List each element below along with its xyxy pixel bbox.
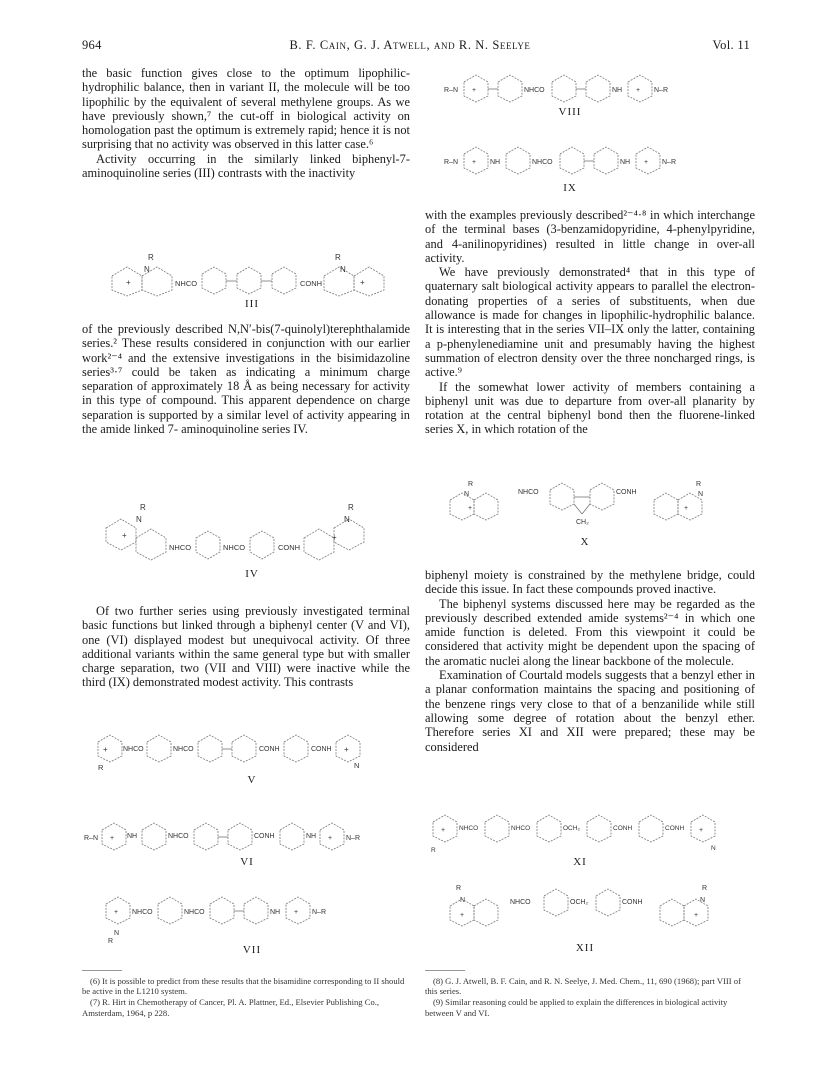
svg-text:CONH: CONH: [300, 279, 323, 288]
svg-text:+: +: [468, 505, 473, 512]
footnotes-left: [82, 976, 410, 1019]
structure-III: [92, 250, 412, 312]
svg-text:+: +: [360, 278, 365, 287]
svg-text:NH: NH: [306, 833, 317, 840]
svg-text:NHCO: NHCO: [524, 87, 545, 94]
svg-text:+: +: [699, 827, 704, 834]
structure-X: [440, 476, 750, 564]
left-text-block-1: [82, 66, 410, 180]
structure-IX: [430, 138, 760, 200]
structure-V: [92, 724, 412, 788]
svg-text:CONH: CONH: [622, 899, 643, 906]
svg-text:NHCO: NHCO: [459, 825, 479, 832]
svg-text:+: +: [103, 745, 108, 754]
svg-text:NHCO: NHCO: [510, 899, 531, 906]
svg-text:NHCO: NHCO: [175, 279, 198, 288]
svg-text:NHCO: NHCO: [518, 489, 539, 496]
svg-text:R: R: [148, 253, 154, 262]
svg-text:NH: NH: [620, 159, 631, 166]
svg-text:CONH: CONH: [254, 833, 275, 840]
svg-text:NHCO: NHCO: [123, 746, 144, 753]
paragraph: of the previously described N,N′-bis(7-quinolyl)terephthalamide series.² These results considered in conjunction with our earlier work²⁻⁴ and the extensive investigations in the bisimidazoline series³·⁷ could be taken as indicating a minimum charge separation of approximately 18 Å as being necessary for activity in this type of compound. This apparent dependence on charge separation is supported by a similar level of activity appearing in the amide linked 7- aminoquinoline series IV.: [82, 322, 410, 437]
structure-VII: [92, 888, 412, 958]
figure-label: VII: [242, 944, 262, 956]
svg-text:NHCO: NHCO: [511, 825, 531, 832]
paragraph: Examination of Courtald models suggests that a benzyl ether in a planar conformation maintains the spacing and positioning of the benzene rings very close to that of a benzanilide while still allowing some degree of rotation about the benzyl ether. Therefore series XI and XII were prepared; these may be considered: [425, 668, 755, 754]
figure-label: IV: [245, 568, 259, 580]
svg-text:R–N: R–N: [444, 159, 459, 166]
svg-text:CONH: CONH: [311, 746, 332, 753]
svg-text:+: +: [644, 159, 649, 166]
svg-text:NHCO: NHCO: [169, 543, 192, 552]
svg-text:+: +: [441, 827, 446, 834]
svg-text:N: N: [114, 930, 120, 937]
svg-text:R–N: R–N: [84, 835, 99, 842]
svg-text:NH: NH: [270, 909, 281, 916]
svg-text:NHCO: NHCO: [173, 746, 194, 753]
svg-text:N: N: [136, 515, 142, 524]
svg-text:+: +: [684, 505, 689, 512]
svg-text:N–R: N–R: [312, 909, 327, 916]
paragraph: with the examples previously described²⁻⁴·⁸ in which interchange of the terminal bases (3-benzamidopyridine, 4-phenylpyridine, and 4-anilinopyridines) resulted in little change in over-all activity.: [425, 208, 755, 265]
running-head-authors: B. F. Cain, G. J. Atwell, and R. N. Seelye: [289, 38, 531, 52]
svg-text:OCH₂: OCH₂: [570, 899, 589, 906]
svg-text:N: N: [354, 761, 360, 770]
svg-text:N: N: [340, 265, 346, 274]
svg-text:N–R: N–R: [662, 159, 677, 166]
footnotes-right: [425, 976, 755, 1019]
paragraph: the basic function gives close to the optimum lipophilic-hydrophilic balance, then in variant II, the molecule will be too lipophilic by the equivalent of several methylene groups. As we have previously shown,⁷ the cut-off in biological activity on homologation past the optimum is extremely rapid; hence it is not surprising that no activity was observed in this latter case.⁶: [82, 66, 410, 152]
volume-label: Vol. 11: [712, 38, 750, 52]
footnote-9: (9) Similar reasoning could be applied to explain the differences in biological activity between V and VI.: [425, 997, 728, 1018]
paragraph: The biphenyl systems discussed here may be regarded as the previously described extended amide systems²⁻⁴ in which one amide function is deleted. From this viewpoint it could be considered that activity might be dependent upon the spacing of the aromatic nuclei along the linear backbone of the molecule.: [425, 596, 755, 668]
footnote-7: (7) R. Hirt in Chemotherapy of Cancer, Pl. A. Plattner, Ed., Elsevier Publishing Co., Amsterdam, 1964, p 228.: [82, 997, 380, 1018]
svg-text:NH: NH: [490, 159, 501, 166]
svg-text:R: R: [696, 481, 702, 488]
figure-label: XII: [575, 942, 595, 954]
svg-text:CH₂: CH₂: [576, 519, 589, 526]
svg-text:R: R: [108, 938, 114, 944]
svg-text:R: R: [468, 481, 474, 488]
structure-XII: [440, 880, 760, 960]
footnote-rule: [82, 970, 122, 971]
structure-VI: [82, 816, 412, 868]
svg-text:+: +: [110, 835, 115, 842]
figure-label: VIII: [558, 106, 582, 118]
svg-text:NHCO: NHCO: [132, 909, 153, 916]
structure-VIII: [430, 70, 760, 130]
svg-text:CONH: CONH: [259, 746, 280, 753]
svg-text:R: R: [98, 763, 104, 772]
svg-text:+: +: [126, 278, 131, 287]
svg-text:NHCO: NHCO: [168, 833, 189, 840]
structure-XI: [425, 810, 760, 870]
svg-text:+: +: [344, 745, 349, 754]
structure-IV: [92, 500, 412, 582]
figure-label: V: [247, 774, 257, 786]
svg-text:+: +: [294, 909, 299, 916]
svg-text:NH: NH: [127, 833, 138, 840]
svg-text:CONH: CONH: [665, 825, 685, 832]
svg-text:N: N: [344, 515, 350, 524]
svg-text:R: R: [431, 847, 436, 854]
paragraph: Activity occurring in the similarly linked biphenyl-7-aminoquinoline series (III) contrasts with the inactivity: [82, 151, 410, 181]
svg-text:N–R: N–R: [654, 87, 669, 94]
svg-text:R: R: [702, 885, 708, 892]
svg-text:CONH: CONH: [613, 825, 633, 832]
svg-text:NHCO: NHCO: [532, 159, 553, 166]
left-text-block-2: [82, 322, 410, 436]
svg-text:+: +: [122, 531, 127, 540]
svg-text:N: N: [460, 897, 466, 904]
svg-text:R: R: [456, 885, 462, 892]
svg-text:CONH: CONH: [278, 543, 301, 552]
svg-text:+: +: [332, 533, 337, 542]
svg-text:R–N: R–N: [444, 87, 459, 94]
left-text-block-3: [82, 604, 410, 690]
svg-text:N: N: [144, 265, 150, 274]
figure-label: IX: [563, 182, 577, 194]
paragraph: We have previously demonstrated⁴ that in this type of quaternary salt biological activity appears to parallel the electron-donating properties of a series of substituents, when due allowance is made for changes in lipophilic-hydrophilic balance. It is interesting that in the series VII–IX only the latter, containing a p-phenylenediamine unit and presumably having the highest summation of electron density over the three noncharged rings, is active.⁹: [425, 265, 755, 380]
svg-text:+: +: [460, 912, 465, 919]
svg-text:CONH: CONH: [616, 489, 637, 496]
paragraph: Of two further series using previously investigated terminal basic functions but linked through a biphenyl center (V and VI), one (VI) displayed modest but unequivocal activity. Of three additional variants within the same general type but with smaller charge separation, two (VII and VIII) were inactive while the third (IX) demonstrated modest activity. This contrasts: [82, 604, 410, 690]
footnote-rule: [425, 970, 465, 971]
svg-text:+: +: [472, 87, 477, 94]
figure-label: XI: [573, 856, 587, 868]
svg-text:NH: NH: [612, 87, 623, 94]
right-text-block-2: [425, 568, 755, 754]
svg-text:NHCO: NHCO: [223, 543, 246, 552]
svg-text:NHCO: NHCO: [184, 909, 205, 916]
footnote-8: (8) G. J. Atwell, B. F. Cain, and R. N. Seelye, J. Med. Chem., 11, 690 (1968); part VIII of this series.: [425, 976, 741, 997]
svg-text:R: R: [140, 503, 146, 512]
svg-text:+: +: [472, 159, 477, 166]
svg-text:+: +: [114, 909, 119, 916]
figure-label: III: [245, 298, 259, 310]
figure-label: VI: [240, 856, 254, 868]
svg-text:+: +: [636, 87, 641, 94]
paragraph: biphenyl moiety is constrained by the methylene bridge, could decide this issue. In fact these compounds proved inactive.: [425, 568, 755, 597]
svg-text:+: +: [694, 912, 699, 919]
svg-text:N: N: [711, 845, 716, 852]
svg-text:R: R: [335, 253, 341, 262]
page-number: 964: [82, 38, 102, 52]
svg-text:N–R: N–R: [346, 835, 361, 842]
svg-text:R: R: [348, 503, 354, 512]
svg-text:N: N: [698, 491, 704, 498]
svg-text:N: N: [464, 491, 470, 498]
right-text-block-1: [425, 208, 755, 437]
svg-text:OCH₂: OCH₂: [563, 825, 580, 832]
svg-text:+: +: [328, 835, 333, 842]
figure-label: X: [580, 536, 590, 548]
paragraph: If the somewhat lower activity of members containing a biphenyl unit was due to departure from over-all planarity by rotation at the central biphenyl bond then the fluorene-linked series X, in which rotation of the: [425, 379, 755, 437]
svg-text:N: N: [700, 897, 706, 904]
footnote-6: (6) It is possible to predict from these results that the bisamidine corresponding to II should be active in the L1210 system.: [82, 976, 405, 997]
